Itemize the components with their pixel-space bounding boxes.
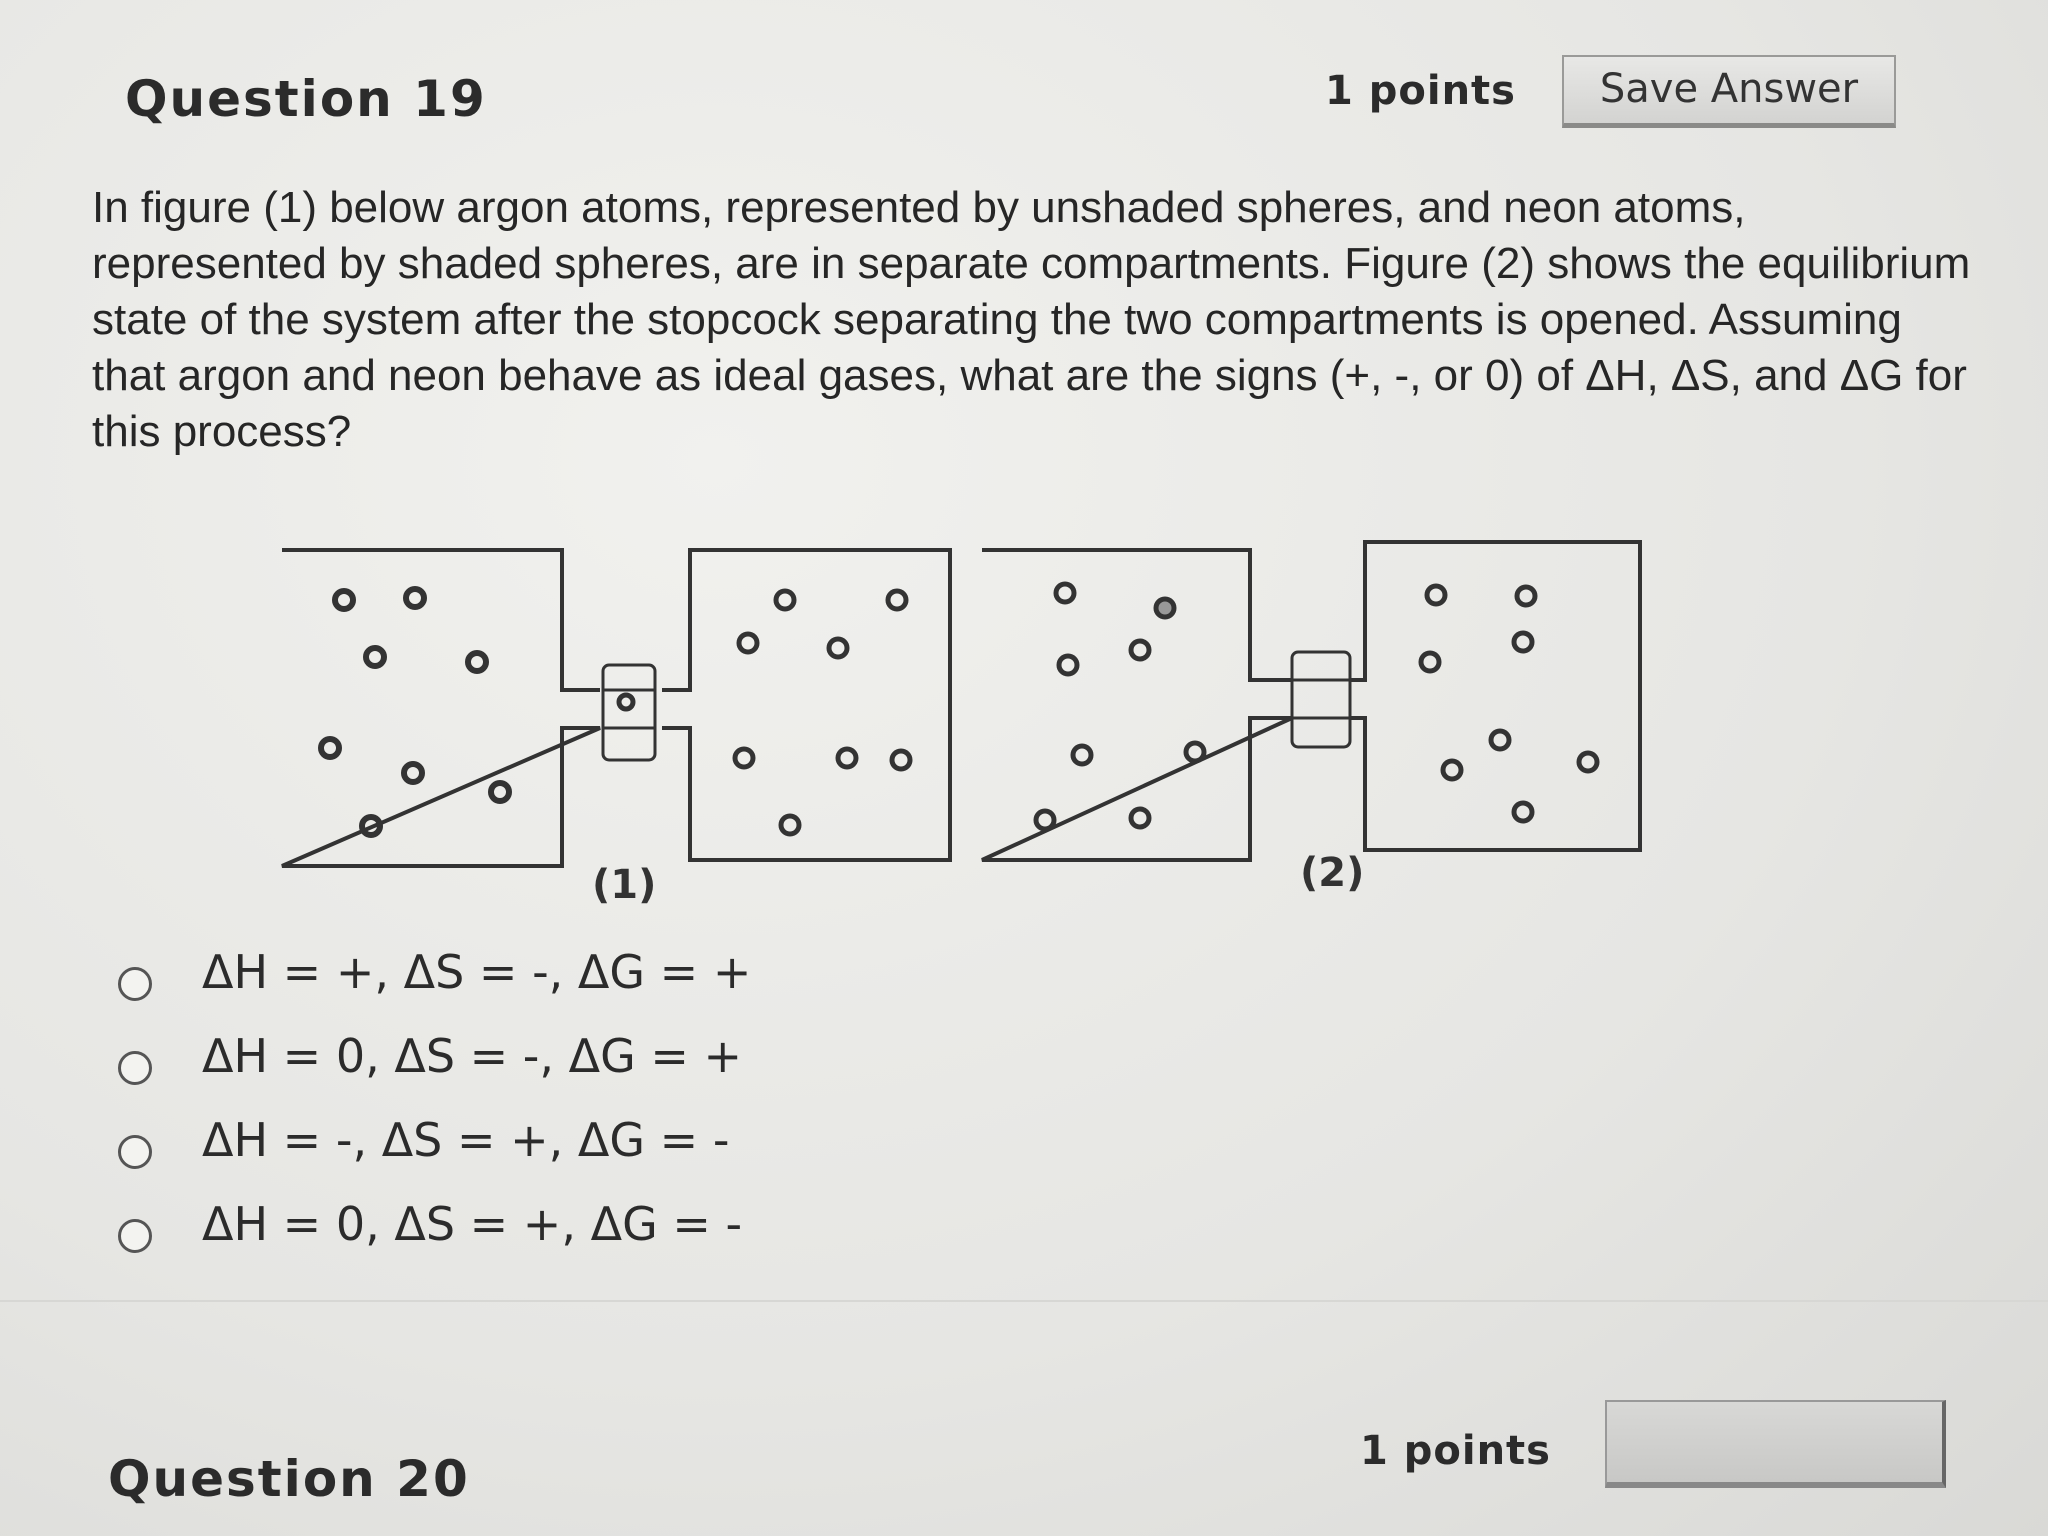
figure-2-label: (2) <box>1300 850 1365 896</box>
gas-mixing-diagram <box>270 530 1670 920</box>
question-19-title: Question 19 <box>125 70 487 128</box>
answer-option[interactable] <box>118 1029 818 1099</box>
answer-option[interactable] <box>118 945 818 1015</box>
radio-button[interactable] <box>118 1219 152 1253</box>
answer-option[interactable] <box>118 1113 818 1183</box>
figure-2-apparatus <box>982 542 1640 860</box>
figure-1-neon-atoms <box>619 591 910 834</box>
radio-button[interactable] <box>118 967 152 1001</box>
figure-1-argon-atoms <box>321 589 509 835</box>
question-20-points: 1 points <box>1360 1428 1551 1474</box>
stopcock-figure <box>270 530 1670 920</box>
question-20-title: Question 20 <box>108 1450 470 1508</box>
option-label: ΔH = 0, ΔS = +, ΔG = - <box>202 1197 743 1251</box>
question-19-points: 1 points <box>1325 68 1516 114</box>
radio-button[interactable] <box>118 1051 152 1085</box>
figure-1-apparatus <box>282 550 950 866</box>
figure-2-atoms <box>1036 584 1597 829</box>
option-label: ΔH = -, ΔS = +, ΔG = - <box>202 1113 730 1167</box>
option-label: ΔH = 0, ΔS = -, ΔG = + <box>202 1029 743 1083</box>
option-label: ΔH = +, ΔS = -, ΔG = + <box>202 945 752 999</box>
save-answer-button[interactable]: Save Answer <box>1562 55 1896 128</box>
question-19-text: In figure (1) below argon atoms, represented by unshaded spheres, and neon atoms, represented by shaded spheres, are in separate compartments. Figure (2) shows the equilibrium state of the system after the stopcock separating the two compartments is opened. Assuming that argon and neon behave as ideal gases, what are the signs (+, -, or 0) of ΔH, ΔS, and ΔG for this process? <box>92 183 1971 456</box>
answer-option[interactable] <box>118 1197 818 1267</box>
question-20-save-button[interactable] <box>1605 1400 1946 1488</box>
section-divider <box>0 1300 2048 1302</box>
radio-button[interactable] <box>118 1135 152 1169</box>
figure-1-label: (1) <box>592 862 657 908</box>
